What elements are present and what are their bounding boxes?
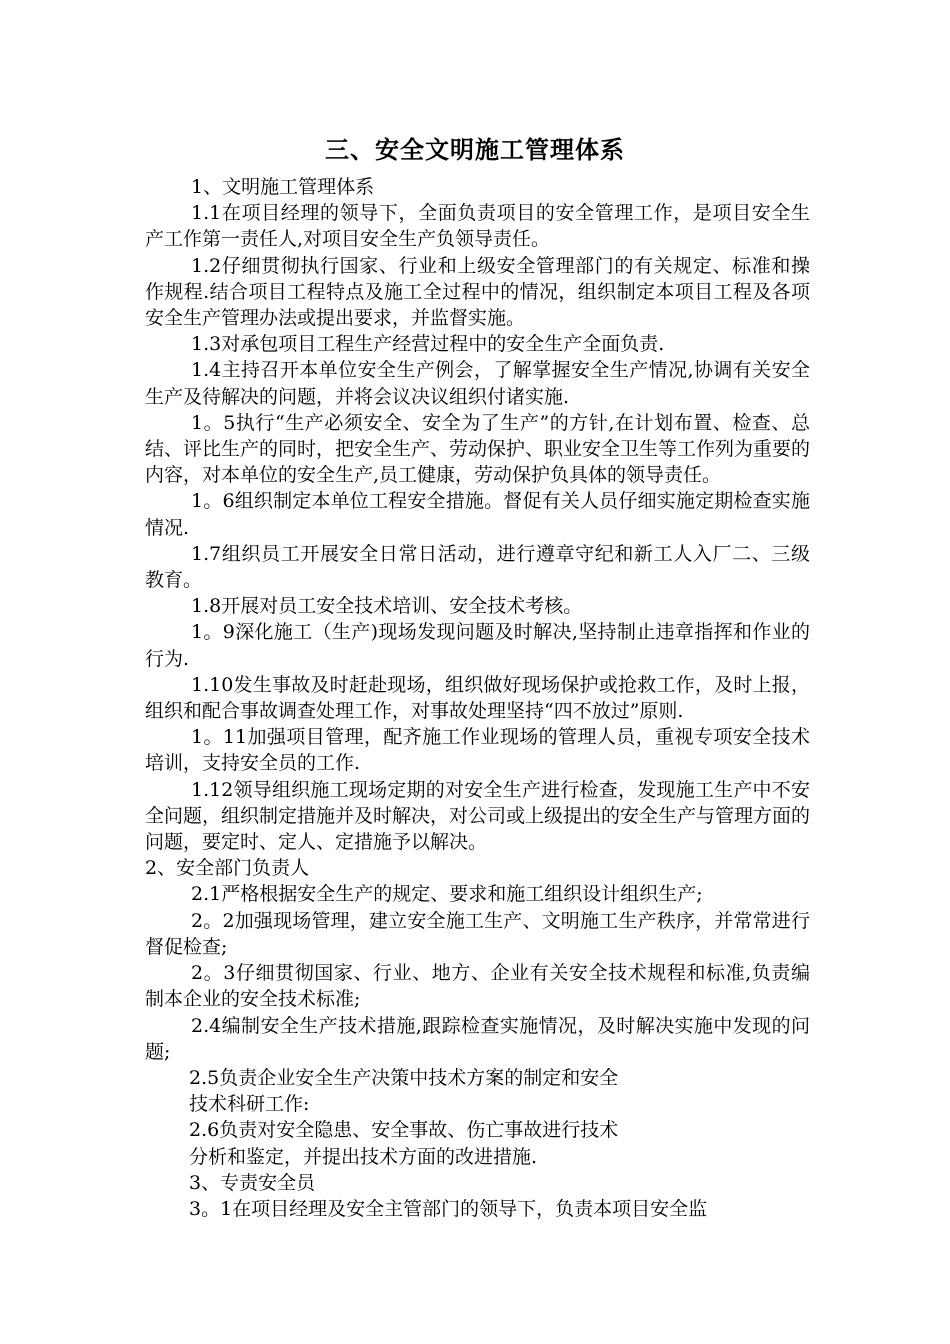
paragraph: 2.6负责对安全隐患、安全事故、伤亡事故进行技术 [189,1119,619,1142]
paragraph: 3。1在项目经理及安全主管部门的领导下，负责本项目安全监 [189,1197,708,1220]
paragraph: 2.4编制安全生产技术措施,跟踪检查实施情况，及时解决实施中发现的问题; [145,1014,810,1063]
paragraph: 2。2加强现场管理，建立安全施工生产、文明施工生产秩序，并常常进行督促检查; [145,909,810,958]
paragraph: 1.10发生事故及时赶赴现场，组织做好现场保护或抢救工作，及时上报，组织和配合事故调查处理工作，对事故处理坚持“四不放过”原则. [145,673,810,723]
document-body [145,174,810,1222]
paragraph: 1.2仔细贯彻执行国家、行业和上级安全管理部门的有关规定、标准和操作规程.结合项目工程特点及施工全过程中的情况，组织制定本项目工程及各项安全生产管理办法或提出要求，并监督实施。 [145,254,810,330]
paragraph: 1。5执行“生产必须安全、安全为了生产”的方针,在计划布置、检查、总结、评比生产的同时，把安全生产、劳动保护、职业安全卫生等工作列为重要的内容，对本单位的安全生产,员工健康，劳动保护负具体的领导责任。 [145,411,811,487]
paragraph: 技术科研工作: [189,1093,310,1116]
paragraph: 2、安全部门负责人 [145,857,310,880]
paragraph: 1。11加强项目管理，配齐施工作业现场的管理人员，重视专项安全技术培训，支持安全员的工作. [145,726,810,775]
paragraph: 1。9深化施工（生产)现场发现问题及时解决,坚持制止违章指挥和作业的行为. [145,621,810,670]
paragraph: 分析和鉴定，并提出技术方面的改进措施. [189,1145,538,1168]
document-title: 三、安全文明施工管理体系 [325,135,625,164]
paragraph: 3、专责安全员 [189,1171,316,1194]
paragraph: 1.3对承包项目工程生产经营过程中的安全生产全面负责. [191,333,665,356]
paragraph: 1.8开展对员工安全技术培训、安全技术考核。 [191,595,583,618]
paragraph: 2。3仔细贯彻国家、行业、地方、企业有关安全技术规程和标准,负责编制本企业的安全技术标准; [145,962,810,1011]
paragraph: 1。6组织制定本单位工程安全措施。督促有关人员仔细实施定期检查实施情况. [145,490,810,539]
paragraph: 1.1在项目经理的领导下，全面负责项目的安全管理工作，是项目安全生产工作第一责任人,对项目安全生产负领导责任。 [145,202,810,251]
paragraph: 2.5负责企业安全生产决策中技术方案的制定和安全 [189,1066,619,1089]
paragraph: 1.12领导组织施工现场定期的对安全生产进行检查，发现施工生产中不安全问题，组织制定措施并及时解决，对公司或上级提出的安全生产与管理方面的问题，要定时、定人、定措施予以解决。 [145,778,811,854]
paragraph: 1.4主持召开本单位安全生产例会，了解掌握安全生产情况,协调有关安全生产及待解决的问题，并将会议决议组织付诸实施. [145,359,810,408]
paragraph: 2.1严格根据安全生产的规定、要求和施工组织设计组织生产; [191,883,703,906]
paragraph: 1、文明施工管理体系 [191,176,375,198]
paragraph: 1.7组织员工开展安全日常日活动，进行遵章守纪和新工人入厂二、三级教育。 [145,542,810,592]
